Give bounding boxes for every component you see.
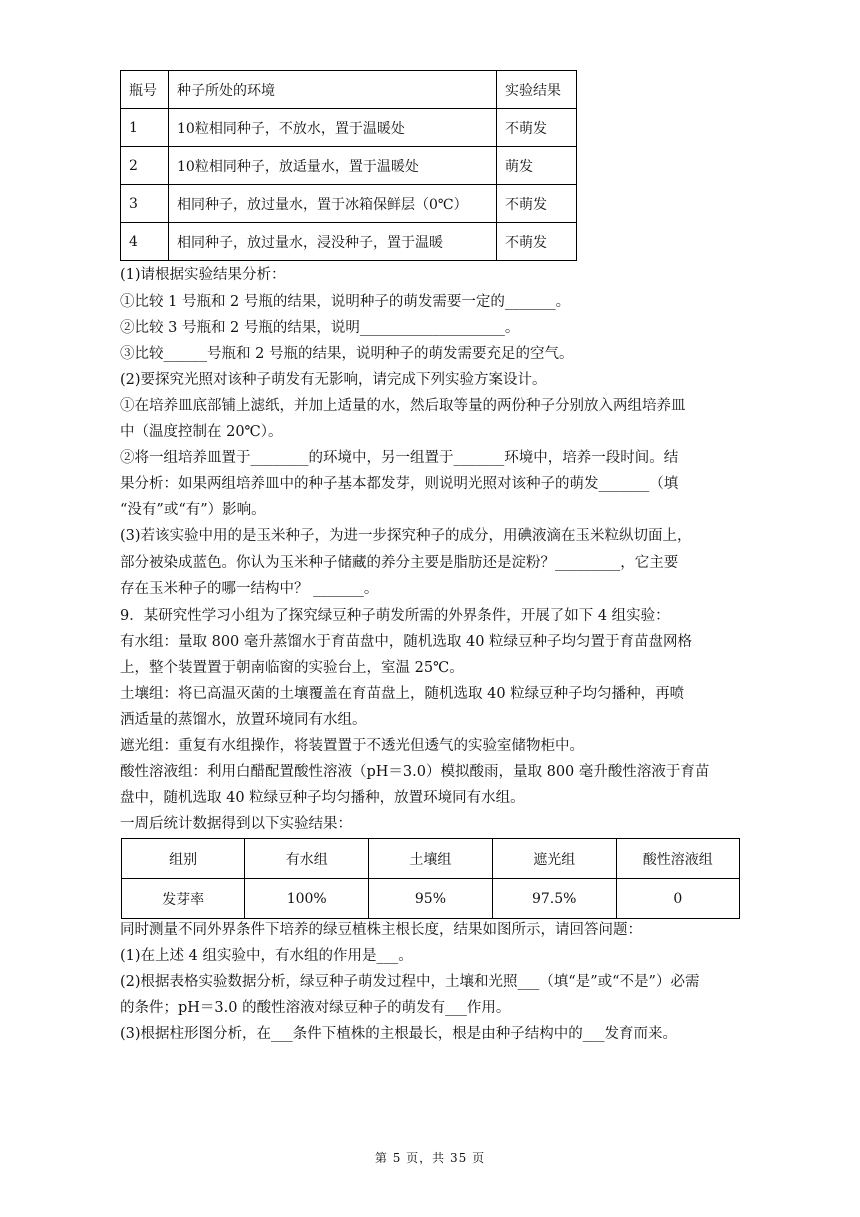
question-line: 有水组：量取 800 毫升蒸馏水于育苗盘中，随机选取 40 粒绿豆种子均匀置于育苗盘网格 <box>120 634 693 650</box>
question-line: (2)根据表格实验数据分析，绿豆种子萌发过程中，土壤和光照___（填“是”或“不是”）必需 <box>120 974 700 990</box>
header-cell: 种子所处的环境 <box>169 71 497 109</box>
table-row <box>121 109 577 147</box>
question-line: (3)若该实验中用的是玉米种子，为进一步探究种子的成分，用碘液滴在玉米粒纵切面上， <box>120 528 692 544</box>
question-line: (3)根据柱形图分析，在___条件下植株的主根最长，根是由种子结构中的___发育而来。 <box>120 1026 678 1042</box>
table-row <box>121 147 577 185</box>
table-header-row <box>122 839 740 879</box>
table-cell: 10粒相同种子，放适量水，置于温暖处 <box>169 147 497 185</box>
question-line: ②比较 3 号瓶和 2 号瓶的结果，说明____________________。 <box>120 320 520 336</box>
question-line: “没有”或“有”）影响。 <box>120 502 266 518</box>
table-cell: 97.5% <box>492 879 616 919</box>
header-cell: 酸性溶液组 <box>616 839 739 879</box>
table-cell: 1 <box>121 109 169 147</box>
header-cell: 瓶号 <box>121 71 169 109</box>
table-row <box>122 879 740 919</box>
question-line: ②将一组培养皿置于________的环境中，另一组置于_______环境中，培养一段时间。结 <box>120 450 679 466</box>
question-line: 果分析：如果两组培养皿中的种子基本都发芽，则说明光照对该种子的萌发_______（填 <box>120 476 679 492</box>
table-cell: 3 <box>121 185 169 223</box>
table-cell: 0 <box>616 879 739 919</box>
question-line: 中（温度控制在 20℃）。 <box>120 424 283 440</box>
table-cell: 4 <box>121 223 169 261</box>
table-cell: 不萌发 <box>497 185 577 223</box>
header-cell: 组别 <box>122 839 245 879</box>
question-line: 部分被染成蓝色。你认为玉米种子储藏的养分主要是脂肪还是淀粉？_________，它主要 <box>120 555 679 571</box>
table-cell: 2 <box>121 147 169 185</box>
header-cell: 遮光组 <box>492 839 616 879</box>
table-header-row <box>121 71 577 109</box>
table-row <box>121 223 577 261</box>
table-cell: 相同种子，放过量水，置于冰箱保鲜层（0℃） <box>169 185 497 223</box>
question-line: 洒适量的蒸馏水，放置环境同有水组。 <box>120 712 367 728</box>
table-cell: 发芽率 <box>122 879 245 919</box>
table-cell: 不萌发 <box>497 223 577 261</box>
question-line: 遮光组：重复有水组操作，将装置置于不透光但透气的实验室储物柜中。 <box>120 738 584 754</box>
header-cell: 实验结果 <box>497 71 577 109</box>
question-line: 上，整个装置置于朝南临窗的实验台上，室温 25℃。 <box>120 660 464 676</box>
question-line: 一周后统计数据得到以下实验结果： <box>120 816 352 832</box>
question-line: ①比较 1 号瓶和 2 号瓶的结果，说明种子的萌发需要一定的_______。 <box>120 294 571 310</box>
question-line: 盘中，随机选取 40 粒绿豆种子均匀播种，放置环境同有水组。 <box>120 790 525 806</box>
question-line: (2)要探究光照对该种子萌发有无影响，请完成下列实验方案设计。 <box>120 372 547 388</box>
question-line: (1)在上述 4 组实验中，有水组的作用是___。 <box>120 948 413 964</box>
question-line: 同时测量不同外界条件下培养的绿豆植株主根长度，结果如图所示，请回答问题： <box>120 922 642 938</box>
question-line: 的条件；pH＝3.0 的酸性溶液对绿豆种子的萌发有___作用。 <box>120 1000 511 1016</box>
question-line: 酸性溶液组：利用白醋配置酸性溶液（pH＝3.0）模拟酸雨，量取 800 毫升酸性溶液于育苗 <box>120 764 710 780</box>
table-cell: 不萌发 <box>497 109 577 147</box>
table-cell: 萌发 <box>497 147 577 185</box>
table-cell: 10粒相同种子，不放水，置于温暖处 <box>169 109 497 147</box>
germination-rate-table <box>121 838 740 919</box>
question-line: ①在培养皿底部铺上滤纸，并加上适量的水，然后取等量的两份种子分别放入两组培养皿 <box>120 398 686 414</box>
question-line: 9．某研究性学习小组为了探究绿豆种子萌发所需的外界条件，开展了如下 4 组实验： <box>120 608 670 624</box>
seed-germination-table <box>120 70 577 261</box>
question-line: (1)请根据实验结果分析： <box>120 267 286 283</box>
header-cell: 土壤组 <box>369 839 493 879</box>
table-cell: 95% <box>369 879 493 919</box>
header-cell: 有水组 <box>245 839 369 879</box>
question-line: 存在玉米种子的哪一结构中？ _______。 <box>120 581 379 597</box>
table-cell: 100% <box>245 879 369 919</box>
question-line: ③比较______号瓶和 2 号瓶的结果，说明种子的萌发需要充足的空气。 <box>120 346 574 362</box>
table-row <box>121 185 577 223</box>
page-footer: 第 5 页，共 35 页 <box>374 1151 486 1165</box>
question-line: 土壤组：将已高温灭菌的土壤覆盖在育苗盘上，随机选取 40 粒绿豆种子均匀播种，再喷 <box>120 686 685 702</box>
table-cell: 相同种子，放过量水，浸没种子，置于温暖 <box>169 223 497 261</box>
